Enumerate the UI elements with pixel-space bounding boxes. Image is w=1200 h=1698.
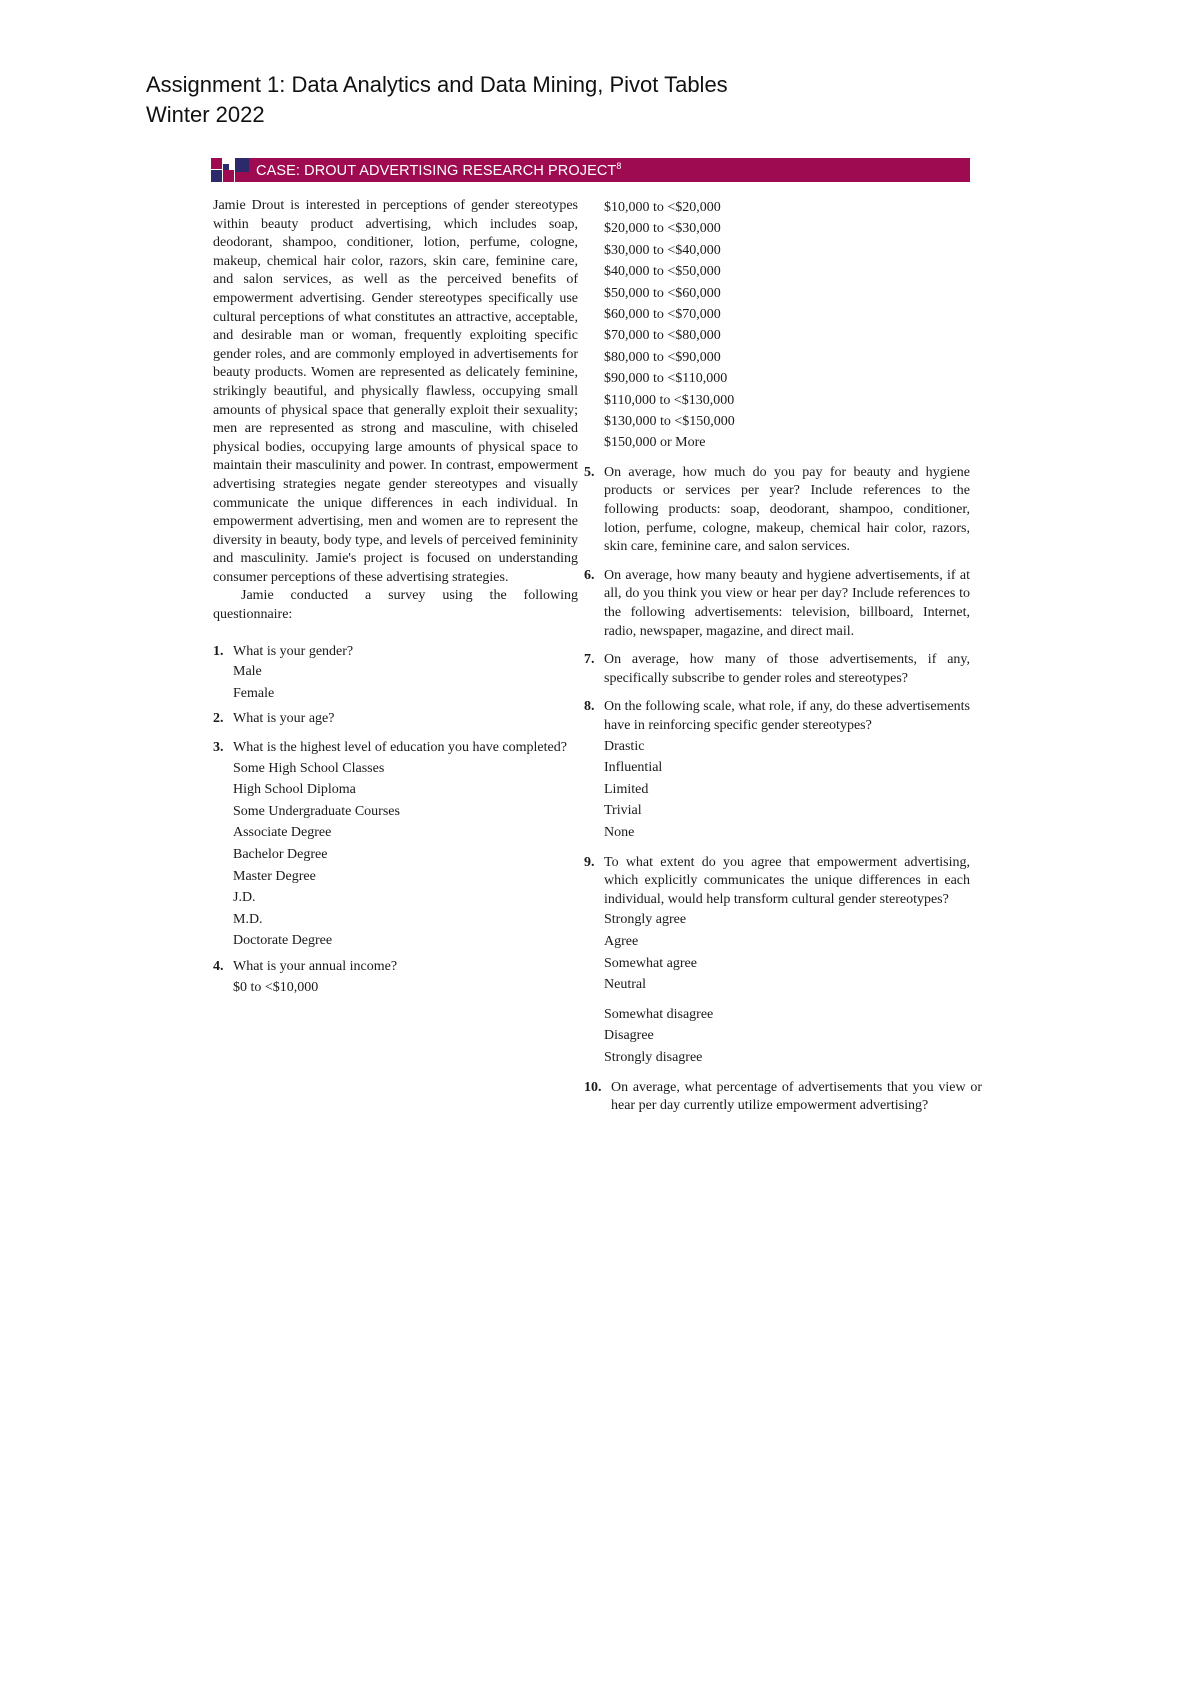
list-item: J.D. <box>233 890 256 906</box>
question-4-options-start <box>233 977 578 999</box>
list-item: $90,000 to <$110,000 <box>604 371 728 387</box>
list-item: Doctorate Degree <box>233 933 333 949</box>
list-item: Master Degree <box>233 868 316 884</box>
header-title: Assignment 1: Data Analytics and Data Mining, Pivot Tables <box>146 72 728 97</box>
question-text: To what extent do you agree that empowerment advertising, which explicitly communicates the unique differences in each individual, would help transform cultural gender stereotypes? <box>604 854 970 907</box>
list-item: $10,000 to <$20,000 <box>604 200 721 215</box>
question-1 <box>213 643 578 662</box>
list-item: Neutral <box>604 977 646 993</box>
footnote-marker: 8 <box>616 161 622 171</box>
list-item: Somewhat disagree <box>604 1006 714 1022</box>
list-item: Some High School Classes <box>233 760 385 776</box>
question-text: What is your age? <box>233 711 335 727</box>
option-male: Male <box>233 664 262 680</box>
question-2 <box>213 710 578 729</box>
list-item: $30,000 to <$40,000 <box>604 242 721 258</box>
left-column <box>213 197 578 998</box>
question-number: 1. <box>213 643 224 659</box>
list-item: Influential <box>604 760 663 776</box>
list-item: None <box>604 824 635 840</box>
list-item: Associate Degree <box>233 825 332 841</box>
list-item: High School Diploma <box>233 782 356 798</box>
question-6 <box>584 567 970 641</box>
question-8-options <box>604 736 970 844</box>
question-1-options <box>233 661 578 704</box>
question-text: On average, how many beauty and hygiene advertisements, if at all, do you think you view or hear per day? Include references to the following advertisements: television, billboard, Internet, radio, newspaper, magazine, and direct mail. <box>604 567 970 639</box>
question-7 <box>584 651 970 688</box>
question-text: What is your annual income? <box>233 958 398 974</box>
list-item: Limited <box>604 781 649 797</box>
list-item: $20,000 to <$30,000 <box>604 221 721 237</box>
square-blocks-icon <box>211 158 251 182</box>
list-item: $60,000 to <$70,000 <box>604 307 721 323</box>
question-number: 9. <box>584 854 595 870</box>
list-item: Strongly agree <box>604 912 687 928</box>
list-item: Disagree <box>604 1028 654 1044</box>
question-4-options-continued <box>604 197 970 454</box>
question-4 <box>213 958 578 977</box>
question-5 <box>584 464 970 557</box>
list-item: Drastic <box>604 738 645 754</box>
question-10 <box>584 1079 982 1116</box>
list-item: Agree <box>604 933 639 949</box>
case-banner <box>213 158 970 182</box>
list-item: $40,000 to <$50,000 <box>604 264 721 280</box>
question-number: 10. <box>584 1079 602 1095</box>
question-text: On the following scale, what role, if any, do these advertisements have in reinforcing specific gender stereotypes? <box>604 699 970 733</box>
question-number: 8. <box>584 699 595 715</box>
list-item: $110,000 to <$130,000 <box>604 392 735 408</box>
spacer <box>604 996 970 1004</box>
list-item: $70,000 to <$80,000 <box>604 328 721 344</box>
header-term: Winter 2022 <box>146 102 265 127</box>
intro-lead-in: Jamie conducted a survey using the following questionnaire: <box>213 588 578 623</box>
question-9 <box>584 854 970 910</box>
list-item: $150,000 or More <box>604 435 706 451</box>
list-item: Somewhat agree <box>604 955 697 971</box>
list-item: M.D. <box>233 911 263 927</box>
case-title: CASE: DROUT ADVERTISING RESEARCH PROJECT$^8$ <box>256 161 622 179</box>
list-item: $50,000 to <$60,000 <box>604 285 721 301</box>
question-number: 2. <box>213 711 224 727</box>
list-item: Bachelor Degree <box>233 847 328 862</box>
document-header <box>146 70 728 130</box>
question-text: On average, how many of those advertisements, if any, specifically subscribe to gender roles and stereotypes? <box>604 652 970 686</box>
option-female: Female <box>233 685 275 701</box>
question-text: What is your gender? <box>233 643 354 659</box>
question-number: 5. <box>584 464 595 480</box>
right-column <box>584 197 982 1116</box>
question-text: On average, what percentage of advertisements that you view or hear per day currently utilize empowerment advertising? <box>611 1079 982 1114</box>
list-item: $130,000 to <$150,000 <box>604 414 735 430</box>
intro-paragraph: Jamie Drout is interested in perceptions of gender stereotypes within beauty product advertising, which includes soap, deodorant, shampoo, conditioner, lotion, perfume, cologne, makeup, chemical hair color, razors, skin care, feminine care, and salon services, as well as the perceived benefits of empowerment advertising. Gender stereotypes specifically use cultural perceptions of what constitutes an attractive, acceptable, and desirable man or woman, frequently exploiting specific gender roles, and are commonly employed in advertisements for beauty products. Women are represented as delicately feminine, strikingly beautiful, and physically flawless, occupying small amounts of physical space that generally exploit their sexuality; men are represented as strong and masculine, with chiseled physical bodies, occupying large amounts of physical space to maintain their masculinity and power. In contrast, empowerment advertising strategies negate gender stereotypes and visually communicate the unique differences in each individual. In empowerment advertising, men and women are to represent the diversity in beauty, body type, and levels of perceived femininity and masculinity. Jamie's project is focused on understanding consumer perceptions of these advertising strategies. <box>213 198 578 585</box>
question-text: What is the highest level of education you have completed? <box>233 740 567 756</box>
question-9-options <box>604 909 970 1068</box>
question-3 <box>213 739 578 758</box>
question-number: 4. <box>213 958 224 974</box>
list-item: $0 to <$10,000 <box>233 979 319 995</box>
question-3-options <box>233 758 578 952</box>
list-item: $80,000 to <$90,000 <box>604 349 721 365</box>
list-item: Trivial <box>604 803 642 819</box>
list-item: Strongly disagree <box>604 1049 703 1065</box>
list-item: Some Undergraduate Courses <box>233 803 400 819</box>
question-text: On average, how much do you pay for beauty and hygiene products or services per year? Include references to the following products: soap, deodorant, shampoo, conditioner, lotion, perfume, cologne, makeup, chemical hair color, razors, skin care, feminine care, and salon services. <box>604 464 970 555</box>
question-8 <box>584 698 970 735</box>
question-number: 7. <box>584 652 595 668</box>
question-number: 3. <box>213 740 224 756</box>
question-number: 6. <box>584 567 595 583</box>
